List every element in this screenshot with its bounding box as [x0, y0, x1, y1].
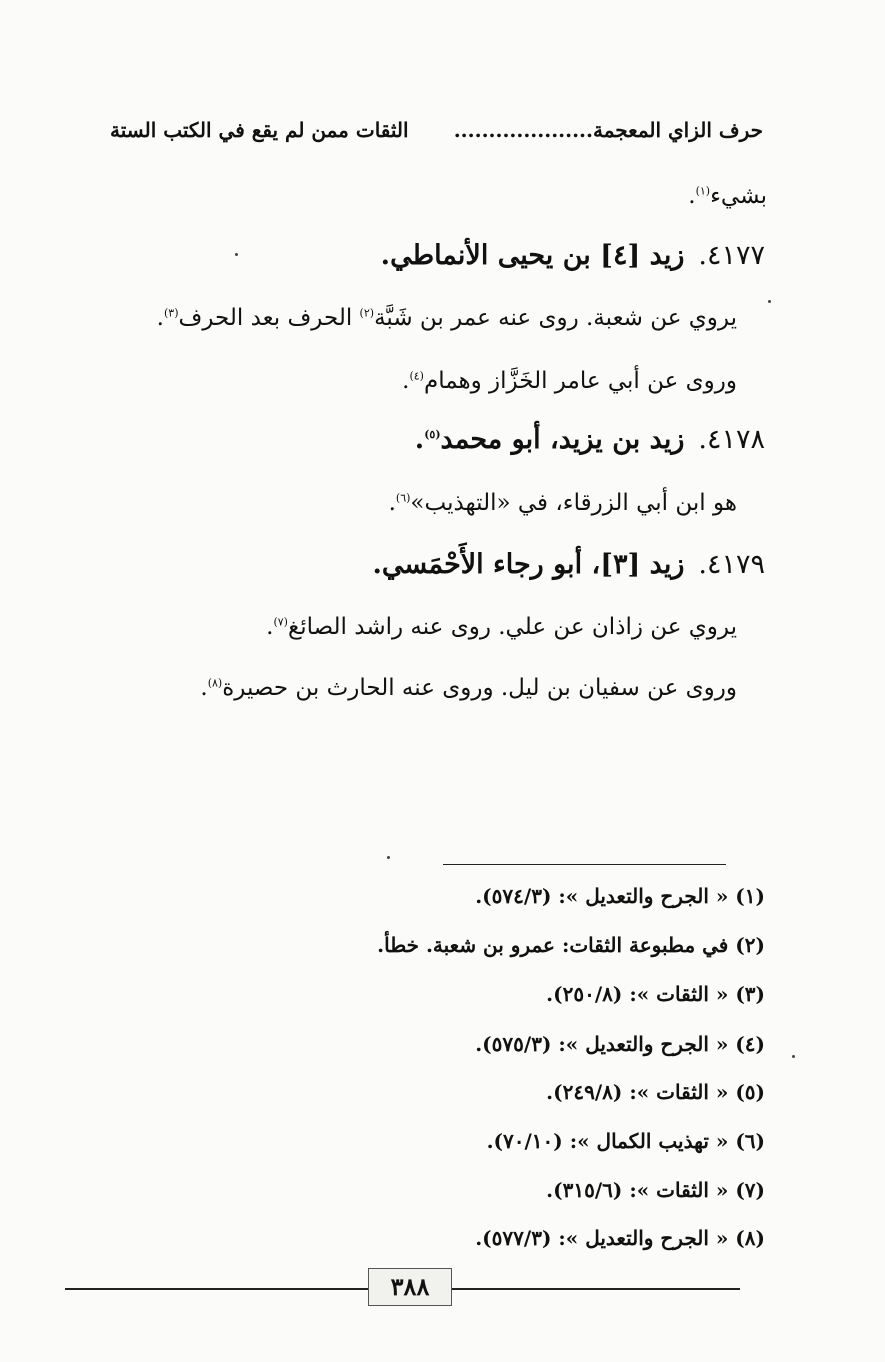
header-dots: .................... — [453, 118, 593, 142]
line-text: يروي عن زاذان عن علي. روى عنه راشد الصائغ — [287, 614, 737, 640]
entry-heading-4177 — [381, 240, 765, 271]
footnote-ref: (١) — [695, 184, 711, 198]
footnote-3: (٣) « الثقات »: (٢٥٠/٨). — [546, 982, 765, 1006]
footnote-separator — [443, 864, 726, 865]
entry-number: ٤١٧٧. — [698, 240, 765, 271]
scan-speck — [768, 300, 771, 303]
running-header-book-title: الثقات ممن لم يقع في الكتب الستة — [110, 118, 409, 142]
entry-4179-line-1: يروي عن زاذان عن علي. روى عنه راشد الصائغ$^{(٧)}$. — [266, 614, 737, 640]
scan-speck — [387, 856, 390, 859]
footnote-5: (٥) « الثقات »: (٢٤٩/٨). — [546, 1080, 765, 1104]
footnote-4: (٤) « الجرح والتعديل »: (٥٧٥/٣). — [475, 1032, 765, 1056]
line-text: هو ابن أبي الزرقاء، في «التهذيب» — [410, 490, 737, 516]
running-header-chapter — [454, 118, 763, 142]
entry-4179-line-2: وروى عن سفيان بن ليل. وروى عنه الحارث بن حصيرة$^{(٨)}$. — [200, 675, 737, 701]
entry-title: زيد بن يزيد، أبو محمد — [440, 424, 685, 455]
continuation-line — [688, 183, 767, 209]
header-chapter-text: حرف الزاي المعجمة — [592, 118, 763, 142]
footnote-6: (٦) « تهذيب الكمال »: (٧٠/١٠). — [486, 1129, 765, 1153]
footnote-7: (٧) « الثقات »: (٣١٥/٦). — [546, 1178, 765, 1202]
entry-number: ٤١٧٨. — [698, 424, 765, 455]
scan-speck — [235, 253, 238, 256]
footnote-ref: (٤) — [409, 369, 424, 383]
entry-number: ٤١٧٩. — [698, 549, 765, 580]
scan-speck — [792, 1055, 795, 1058]
entry-4178-line-1: هو ابن أبي الزرقاء، في «التهذيب»$^{(٦)}$. — [388, 490, 737, 516]
period: . — [688, 183, 696, 209]
entry-heading-4178: ٤١٧٨.زيد بن يزيد، أبو محمد$^{(٥)}$. — [414, 424, 765, 455]
page-number: ٣٨٨ — [368, 1268, 452, 1306]
line-text: الحرف بعد الحرف — [178, 305, 360, 331]
line-text: يروي عن شعبة. روى عنه عمر بن شَبَّة — [374, 305, 737, 331]
line-text: وروى عن أبي عامر الخَزَّاز وهمام — [423, 368, 737, 394]
entry-4177-line-1: يروي عن شعبة. روى عنه عمر بن شَبَّة$^{(٢)}$ الحرف بعد الحرف$^{(٣)}$. — [156, 305, 737, 331]
footnote-ref: (٦) — [395, 491, 411, 505]
bottom-rule-right — [450, 1288, 740, 1290]
entry-title: زيد [٤] بن يحيى الأنماطي. — [380, 240, 685, 271]
footnote-ref: (٨) — [207, 676, 223, 690]
entry-heading-4179 — [372, 549, 765, 580]
footnote-ref: (٢) — [359, 306, 375, 320]
footnote-ref: (٣) — [163, 306, 179, 320]
footnote-1: (١) « الجرح والتعديل »: (٥٧٤/٣). — [475, 884, 765, 908]
bottom-rule-left — [65, 1288, 368, 1290]
footnote-8: (٨) « الجرح والتعديل »: (٥٧٧/٣). — [475, 1226, 765, 1250]
continuation-text: بشيء — [710, 183, 767, 209]
footnote-ref: (٧) — [273, 615, 288, 629]
footnote-ref: (٥) — [424, 428, 441, 441]
line-text: وروى عن سفيان بن ليل. وروى عنه الحارث بن حصيرة — [222, 675, 737, 701]
entry-title: زيد [٣]، أبو رجاء الأَحْمَسي. — [372, 549, 685, 580]
entry-4177-line-2: وروى عن أبي عامر الخَزَّاز وهمام$^{(٤)}$. — [402, 368, 737, 394]
footnote-2: (٢) في مطبوعة الثقات: عمرو بن شعبة. خطأ. — [377, 933, 765, 957]
